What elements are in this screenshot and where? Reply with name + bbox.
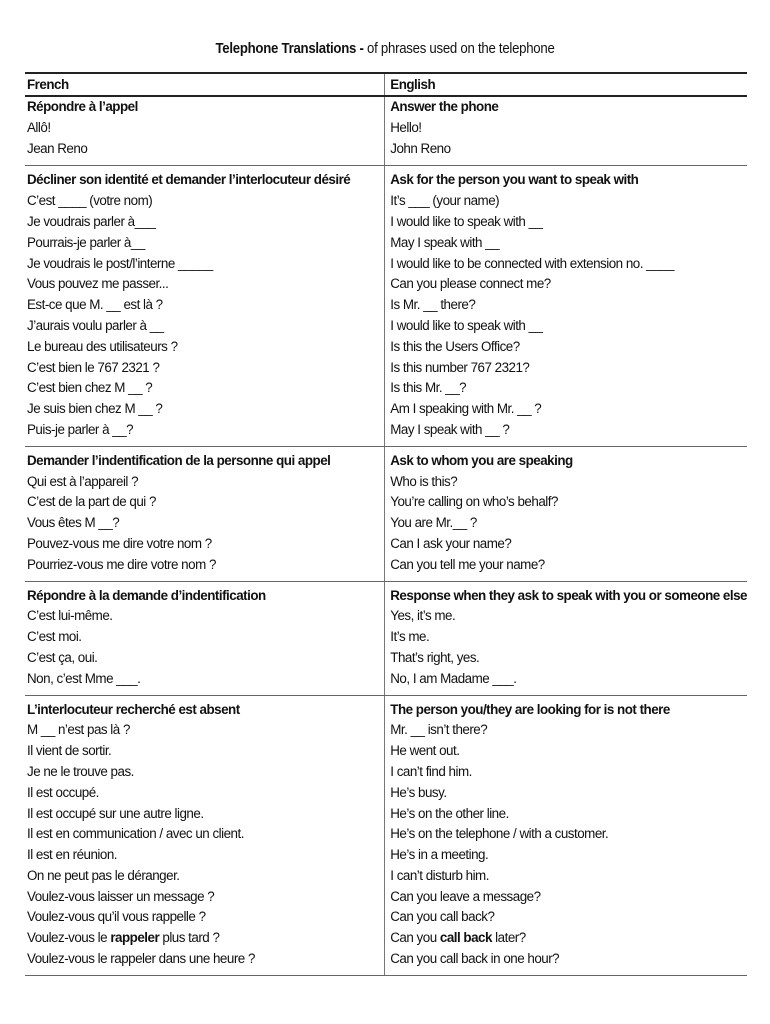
english-phrase: I would like to be connected with extension no. ____ — [390, 255, 674, 271]
french-phrase: C’est bien chez M __ ? — [27, 380, 153, 396]
phrase-text: later? — [491, 930, 526, 946]
section-row — [25, 166, 747, 446]
french-phrase: Je voudrais le post/l’interne _____ — [27, 255, 213, 271]
french-phrase: Il est occupé. — [27, 784, 99, 800]
french-phrase: Je ne le trouve pas. — [27, 763, 134, 779]
english-phrase: Is this number 767 2321? — [390, 359, 530, 375]
table-body — [25, 96, 747, 975]
french-phrase: M __ n’est pas là ? — [27, 722, 130, 738]
english-phrase: I would like to speak with __ — [390, 317, 543, 333]
english-cell — [385, 446, 747, 581]
section-heading-french: Répondre à l’appel — [27, 99, 138, 114]
french-phrase: Jean Reno — [27, 140, 88, 156]
english-phrase: No, I am Madame ___. — [390, 670, 517, 686]
english-phrase: Yes, it’s me. — [390, 608, 456, 624]
section-row — [25, 446, 747, 581]
section-heading-french: Décliner son identité et demander l’interlocuteur désiré — [27, 172, 351, 188]
french-phrase: Voulez-vous qu’il vous rappelle ? — [27, 909, 206, 925]
french-phrase — [27, 928, 384, 949]
french-phrase: C’est ça, oui. — [27, 649, 98, 665]
english-phrase: Is this Mr. __? — [390, 380, 467, 396]
english-phrase: John Reno — [390, 140, 451, 156]
french-phrase: Pourriez-vous me dire votre nom ? — [27, 556, 216, 572]
phrase-emphasis: call back — [439, 930, 492, 946]
french-phrase: Voulez-vous le rappeler dans une heure ? — [27, 951, 255, 967]
english-phrase: Can I ask your name? — [390, 535, 512, 551]
french-phrase: Il vient de sortir. — [27, 743, 112, 759]
french-phrase: Puis-je parler à __? — [27, 421, 134, 437]
english-cell — [385, 96, 747, 166]
english-phrase: It’s me. — [390, 629, 430, 645]
french-phrase: C’est moi. — [27, 629, 82, 645]
french-phrase: Pouvez-vous me dire votre nom ? — [27, 535, 212, 551]
english-phrase: He’s in a meeting. — [390, 847, 489, 863]
column-header-french: French — [25, 73, 385, 96]
phrase-text: Can you — [390, 930, 440, 946]
english-phrase: That’s right, yes. — [390, 649, 480, 665]
french-phrase: Vous êtes M __? — [27, 515, 120, 531]
section-row — [25, 581, 747, 695]
french-cell — [25, 166, 385, 446]
page-title — [46, 40, 724, 57]
english-phrase: You are Mr.__ ? — [390, 515, 477, 531]
english-phrase: Can you call back in one hour? — [390, 951, 560, 967]
phrase-emphasis: rappeler — [110, 930, 160, 946]
french-phrase: Allô! — [27, 119, 51, 135]
english-phrase: Am I speaking with Mr. __ ? — [390, 401, 542, 417]
english-phrase: It’s ___ (your name) — [390, 193, 500, 209]
english-phrase: May I speak with __ — [390, 234, 500, 250]
english-cell — [385, 695, 747, 975]
english-phrase: Is Mr. __ there? — [390, 297, 476, 313]
english-cell — [385, 166, 747, 446]
english-phrase: I would like to speak with __ — [390, 213, 543, 229]
french-phrase: Qui est à l’appareil ? — [27, 473, 139, 489]
french-phrase: C’est bien le 767 2321 ? — [27, 359, 160, 375]
english-phrase: May I speak with __ ? — [390, 421, 510, 437]
french-phrase: Il est occupé sur une autre ligne. — [27, 805, 204, 821]
title-rest: of phrases used on the telephone — [363, 40, 555, 57]
english-cell — [385, 581, 747, 695]
english-phrase: Can you leave a message? — [390, 888, 541, 904]
english-phrase: Is this the Users Office? — [390, 338, 520, 354]
french-phrase: Voulez-vous laisser un message ? — [27, 888, 215, 904]
english-phrase: Mr. __ isn’t there? — [390, 722, 488, 738]
french-phrase: Est-ce que M. __ est là ? — [27, 297, 163, 313]
french-phrase: Je voudrais parler à___ — [27, 213, 156, 229]
french-phrase: C’est ____ (votre nom) — [27, 193, 153, 209]
english-phrase: Can you call back? — [390, 909, 495, 925]
english-phrase: He went out. — [390, 743, 460, 759]
phrase-text: plus tard ? — [159, 930, 220, 946]
english-phrase: I can’t disturb him. — [390, 867, 489, 883]
table-header — [25, 73, 747, 96]
section-heading-french: L’interlocuteur recherché est absent — [27, 701, 240, 717]
english-phrase: He’s on the other line. — [390, 805, 509, 821]
english-phrase: He’s busy. — [390, 784, 447, 800]
french-phrase: Le bureau des utilisateurs ? — [27, 338, 178, 354]
french-phrase: C’est lui-même. — [27, 608, 113, 624]
french-phrase: Je suis bien chez M __ ? — [27, 401, 163, 417]
phrase-text: Voulez-vous le — [27, 930, 111, 946]
translation-table — [25, 72, 747, 976]
section-row — [25, 96, 747, 166]
section-heading-french: Répondre à la demande d’indentification — [27, 587, 266, 603]
french-phrase: Non, c’est Mme ___. — [27, 670, 141, 686]
english-phrase — [390, 928, 747, 949]
french-phrase: J’aurais voulu parler à __ — [27, 317, 164, 333]
section-heading-english: Response when they ask to speak with you or someone else — [390, 587, 747, 603]
column-header-english: English — [385, 73, 747, 96]
title-bold: Telephone Translations - — [215, 40, 364, 57]
section-heading-english: Ask to whom you are speaking — [390, 452, 573, 468]
french-phrase: Il est en réunion. — [27, 847, 118, 863]
french-cell — [25, 695, 385, 975]
french-phrase: C’est de la part de qui ? — [27, 494, 156, 510]
section-heading-english: The person you/they are looking for is not there — [390, 701, 670, 717]
french-cell — [25, 96, 385, 166]
english-phrase: Can you please connect me? — [390, 276, 551, 292]
french-cell — [25, 581, 385, 695]
french-phrase: Il est en communication / avec un client. — [27, 826, 244, 842]
english-phrase: You’re calling on who’s behalf? — [390, 494, 558, 510]
french-phrase: Vous pouvez me passer... — [27, 276, 169, 292]
french-phrase: On ne peut pas le déranger. — [27, 867, 180, 883]
english-phrase: Can you tell me your name? — [390, 556, 545, 572]
section-heading-english: Answer the phone — [390, 99, 499, 114]
english-phrase: I can’t find him. — [390, 763, 472, 779]
section-heading-french: Demander l’indentification de la personne qui appel — [27, 452, 331, 468]
english-phrase: He’s on the telephone / with a customer. — [390, 826, 609, 842]
english-phrase: Who is this? — [390, 473, 458, 489]
french-phrase: Pourrais-je parler à__ — [27, 234, 145, 250]
english-phrase: Hello! — [390, 119, 422, 135]
section-row — [25, 695, 747, 975]
french-cell — [25, 446, 385, 581]
section-heading-english: Ask for the person you want to speak with — [390, 172, 639, 188]
